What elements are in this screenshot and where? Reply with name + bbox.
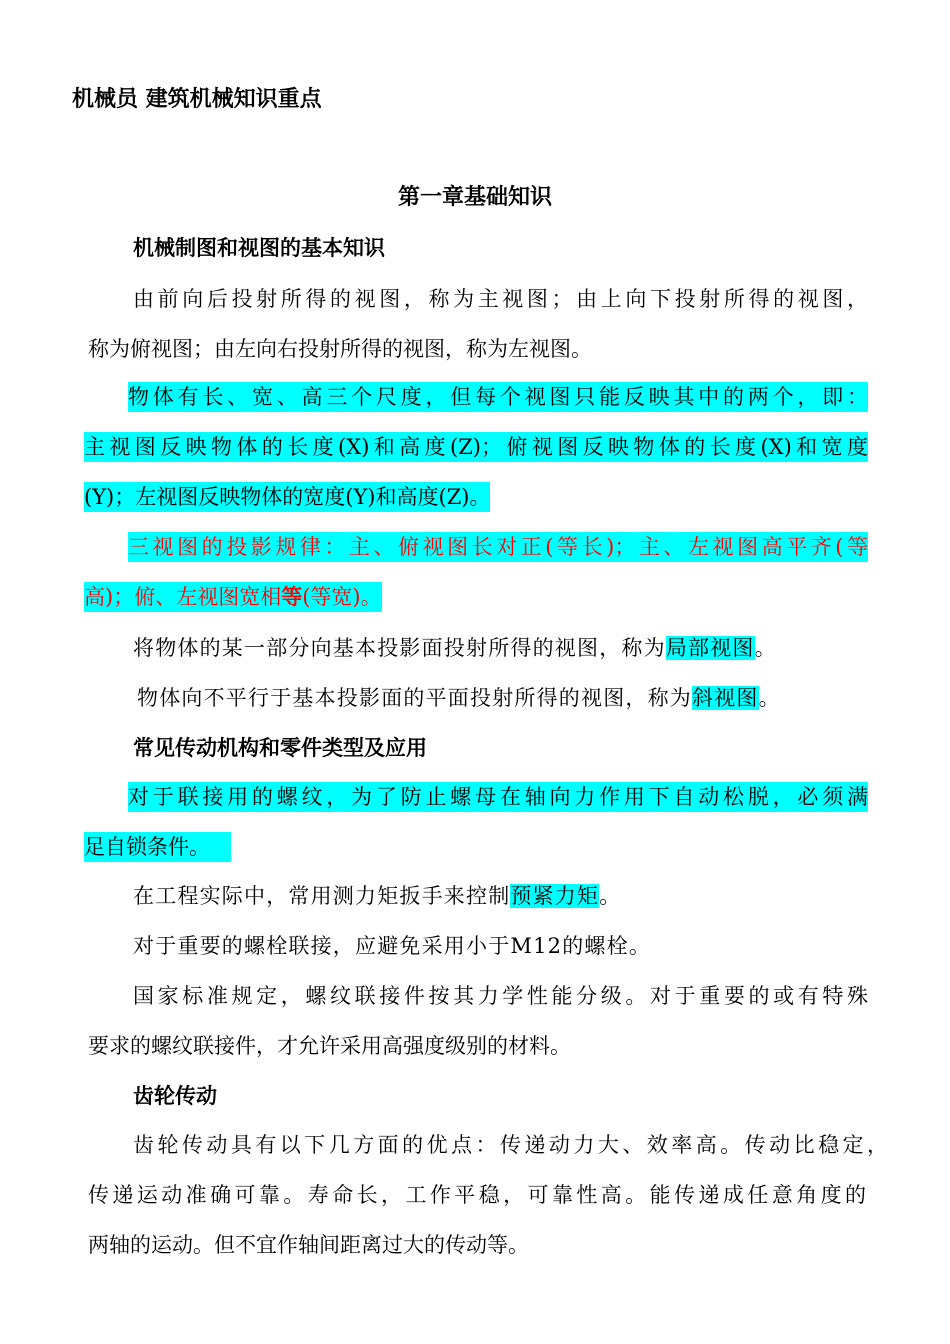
paragraph-gear-line-3: 两轴的运动。但不宜作轴间距离过大的传动等。 xyxy=(88,1233,529,1257)
chapter-title: 第一章基础知识 xyxy=(397,185,552,210)
paragraph-torque-wrench xyxy=(133,881,621,911)
highlight-self-locking-line-2 xyxy=(84,832,231,862)
projection-rule-text-a: 高)；俯、左视图宽相 xyxy=(84,585,282,609)
highlight-self-locking-line-1: 对于联接用的螺纹，为了防止螺母在轴向力作用下自动松脱，必须满 xyxy=(128,782,868,812)
paragraph-gear-line-2: 传递运动准确可靠。寿命长，工作平稳，可靠性高。能传递成任意角度的 xyxy=(88,1183,866,1207)
paragraph-standard-line-2: 要求的螺纹联接件，才允许采用高强度级别的材料。 xyxy=(88,1034,571,1058)
section-heading-transmission: 常见传动机构和零件类型及应用 xyxy=(133,736,427,760)
projection-rule-line-2 xyxy=(84,582,382,612)
term-partial-view: 局部视图 xyxy=(665,636,755,660)
oblique-view-text: 物体向不平行于基本投影面的平面投射所得的视图，称为 xyxy=(137,686,692,710)
paragraph-partial-view xyxy=(133,633,777,663)
partial-view-end: 。 xyxy=(754,636,777,660)
oblique-view-end: 。 xyxy=(758,686,781,710)
section-heading-gear: 齿轮传动 xyxy=(133,1084,217,1108)
term-oblique-view: 斜视图 xyxy=(692,686,759,710)
highlight-dimensions-line-1: 物体有长、宽、高三个尺度，但每个视图只能反映其中的两个，即： xyxy=(128,382,868,412)
section-heading-drawing: 机械制图和视图的基本知识 xyxy=(133,236,385,260)
paragraph-standard-line-1: 国家标准规定，螺纹联接件按其力学性能分级。对于重要的或有特殊 xyxy=(133,984,868,1008)
paragraph-main-view-line-2: 称为俯视图；由左向右投射所得的视图，称为左视图。 xyxy=(88,337,592,361)
document-title: 机械员 建筑机械知识重点 xyxy=(72,87,322,112)
highlight-dimensions-line-3: (Y)；左视图反映物体的宽度(Y)和高度(Z)。 xyxy=(84,482,490,512)
projection-rule-line-1: 三视图的投影规律：主、俯视图长对正(等长)；主、左视图高平齐(等 xyxy=(128,532,868,562)
projection-rule-emphasis: 等 xyxy=(281,584,303,609)
paragraph-main-view-line-1: 由前向后投射所得的视图，称为主视图；由上向下投射所得的视图， xyxy=(133,287,868,311)
torque-wrench-text: 在工程实际中，常用测力矩扳手来控制 xyxy=(133,884,511,908)
torque-wrench-end: 。 xyxy=(599,884,622,908)
paragraph-oblique-view xyxy=(137,683,781,713)
self-locking-line-2-text: 足自锁条件。 xyxy=(84,835,210,859)
term-preload-torque: 预紧力矩 xyxy=(510,884,600,908)
paragraph-bolt-size: 对于重要的螺栓联接，应避免采用小于M12的螺栓。 xyxy=(133,934,652,958)
highlight-dimensions-line-2: 主视图反映物体的长度(X)和高度(Z)；俯视图反映物体的长度(X)和宽度 xyxy=(84,432,868,462)
projection-rule-text-c: (等宽)。 xyxy=(302,585,382,609)
paragraph-gear-line-1: 齿轮传动具有以下几方面的优点：传递动力大、效率高。传动比稳定， xyxy=(133,1133,888,1157)
partial-view-text: 将物体的某一部分向基本投影面投射所得的视图，称为 xyxy=(133,636,666,660)
